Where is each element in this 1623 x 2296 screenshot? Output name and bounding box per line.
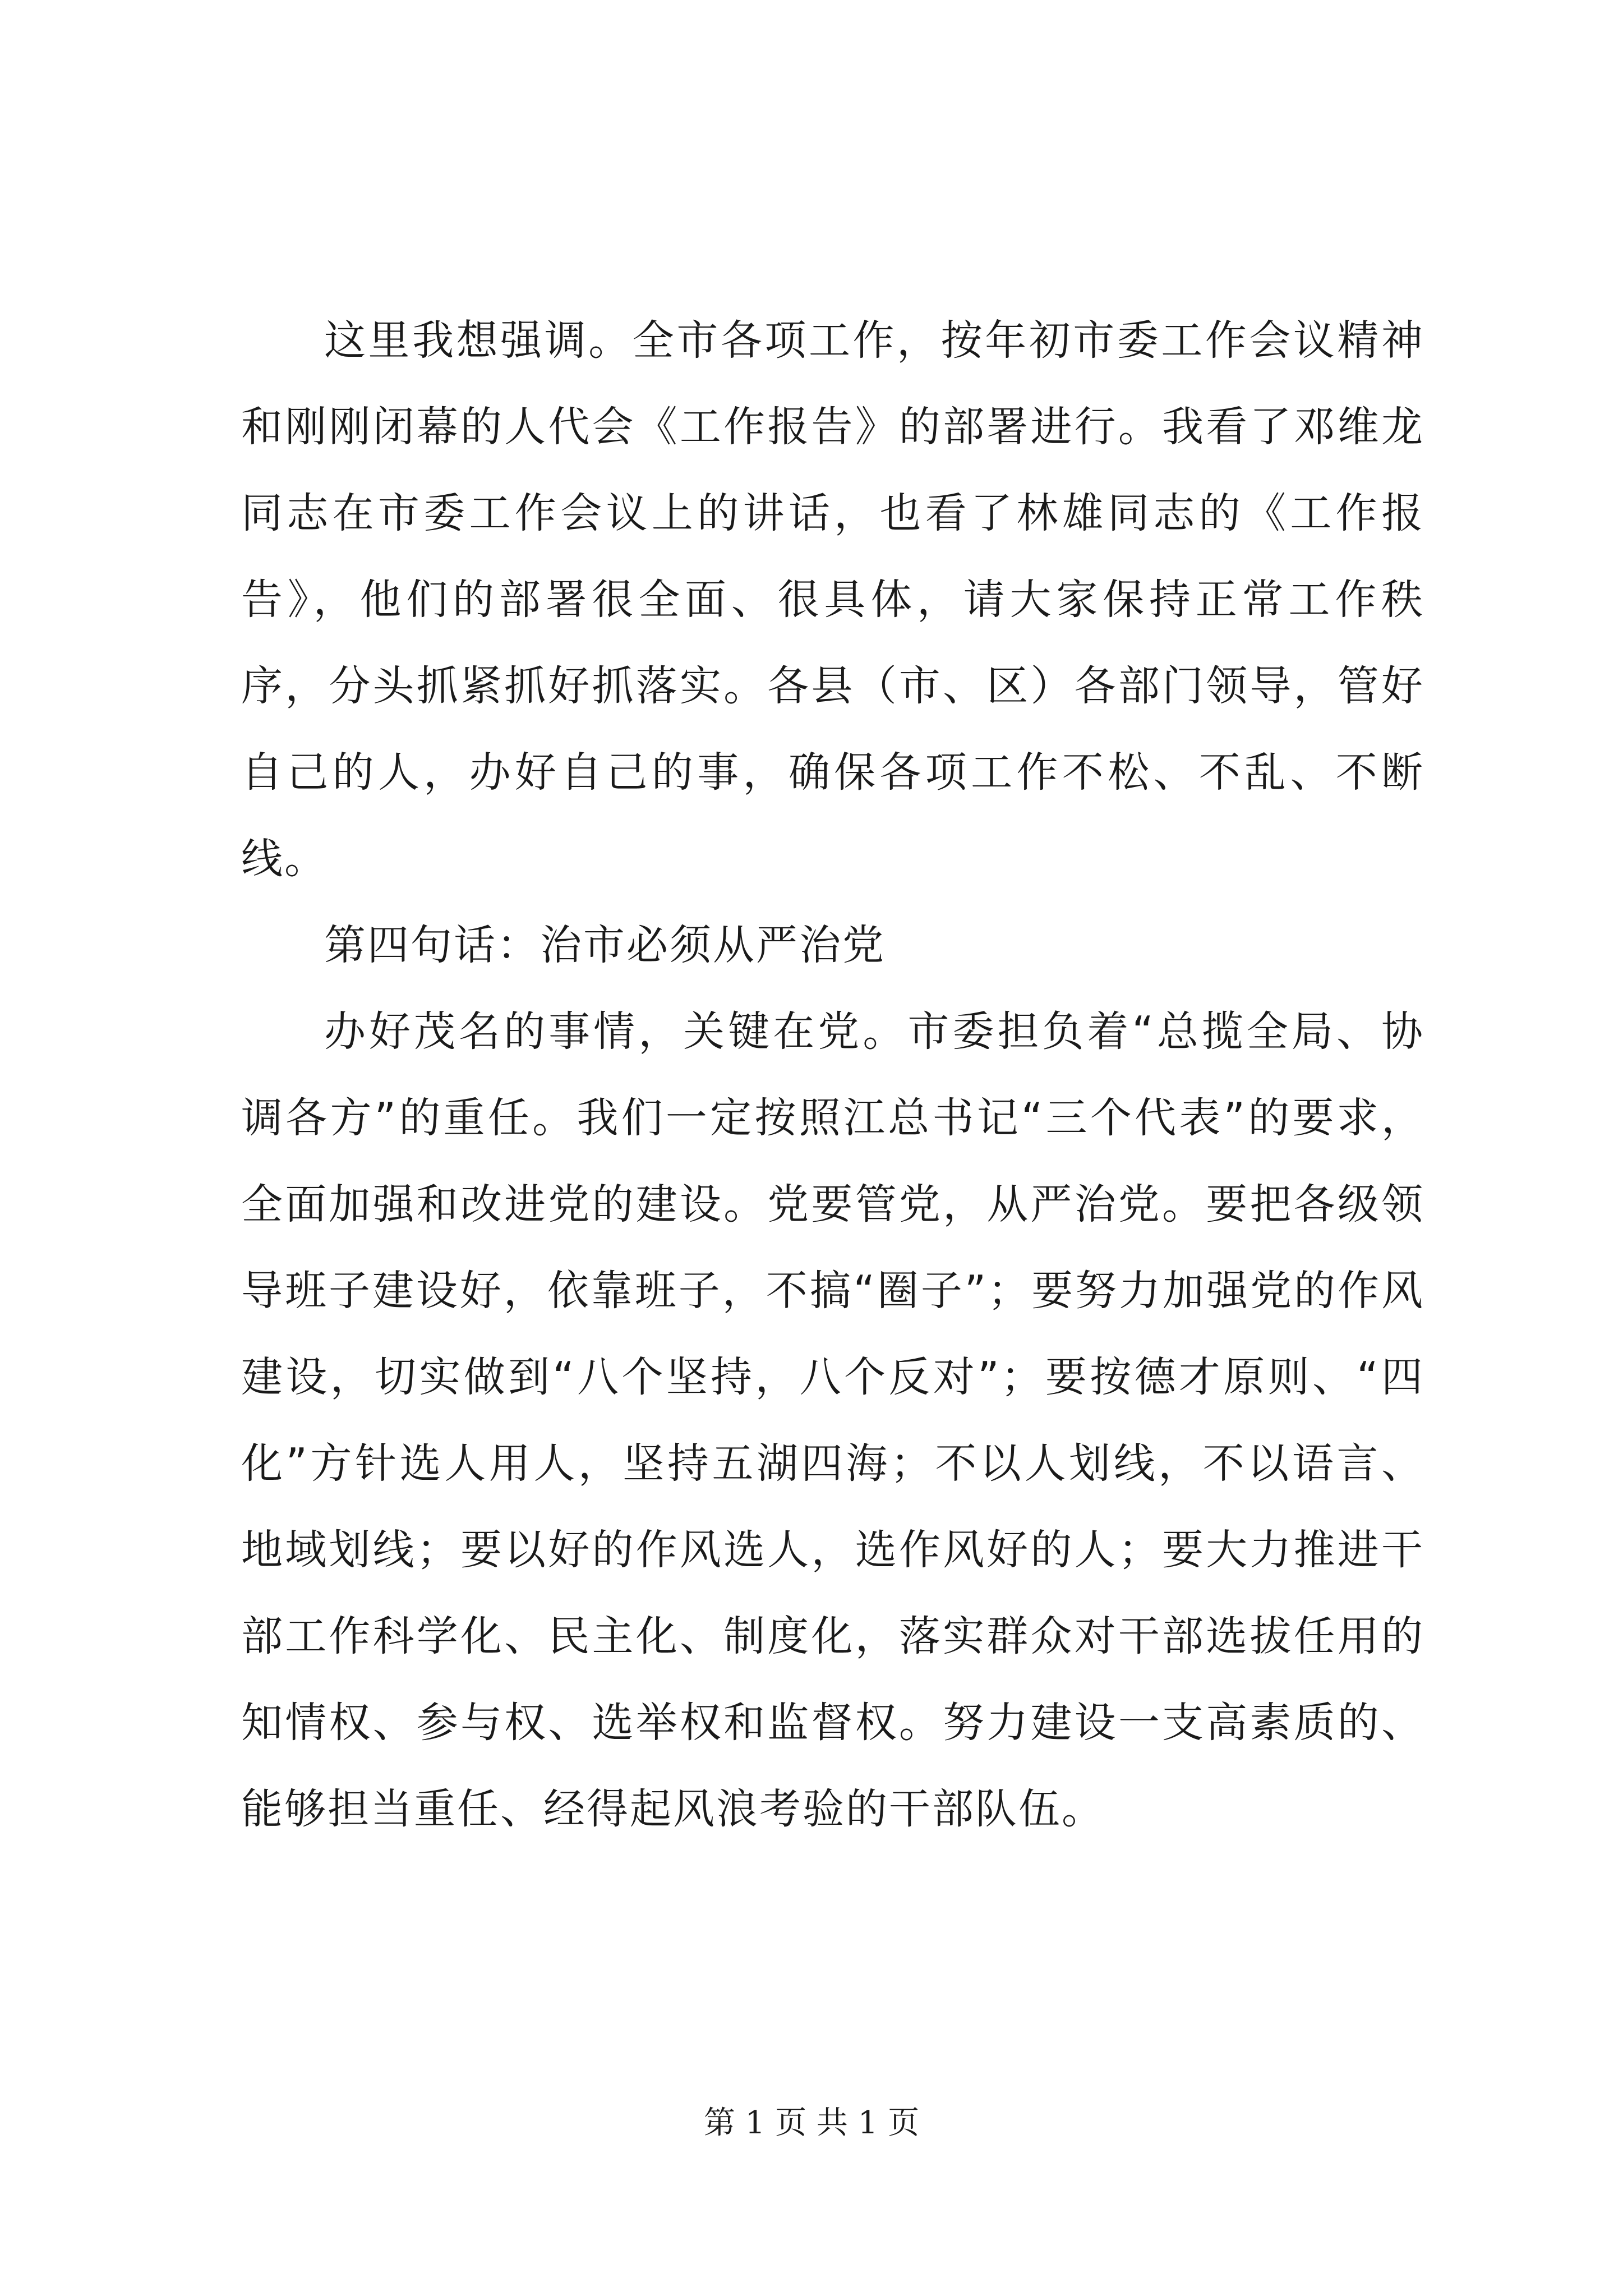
- document-body: [241, 297, 1424, 1852]
- section-heading: 第四句话：治市必须从严治党: [324, 921, 886, 969]
- paragraph-1: 这里我想强调。全市各项工作，按年初市委工作会议精神和刚刚闭幕的人代会《工作报告》的部署进行。我看了邓维龙同志在市委工作会议上的讲话，也看了林雄同志的《工作报告》，他们的部署很全面、很具体，请大家保持正常工作秩序，分头抓紧抓好抓落实。各县（市、区）各部门领导，管好自己的人，办好自己的事，确保各项工作不松、不乱、不断线。: [241, 316, 1424, 883]
- paragraph-2: 办好茂名的事情，关键在党。市委担负着“总揽全局、协调各方”的重任。我们一定按照江总书记“三个代表”的要求，全面加强和改进党的建设。党要管党，从严治党。要把各级领导班子建设好，依靠班子，不搞“圈子”；要努力加强党的作风建设，切实做到“八个坚持，八个反对”；要按德才原则、“四化”方针选人用人，坚持五湖四海；不以人划线，不以语言、地域划线；要以好的作风选人，选作风好的人；要大力推进干部工作科学化、民主化、制度化，落实群众对干部选拔任用的知情权、参与权、选举权和监督权。努力建设一支高素质的、能够担当重任、经得起风浪考验的干部队伍。: [241, 1007, 1424, 1833]
- page-number-footer: 第 1 页 共 1 页: [703, 2105, 920, 2141]
